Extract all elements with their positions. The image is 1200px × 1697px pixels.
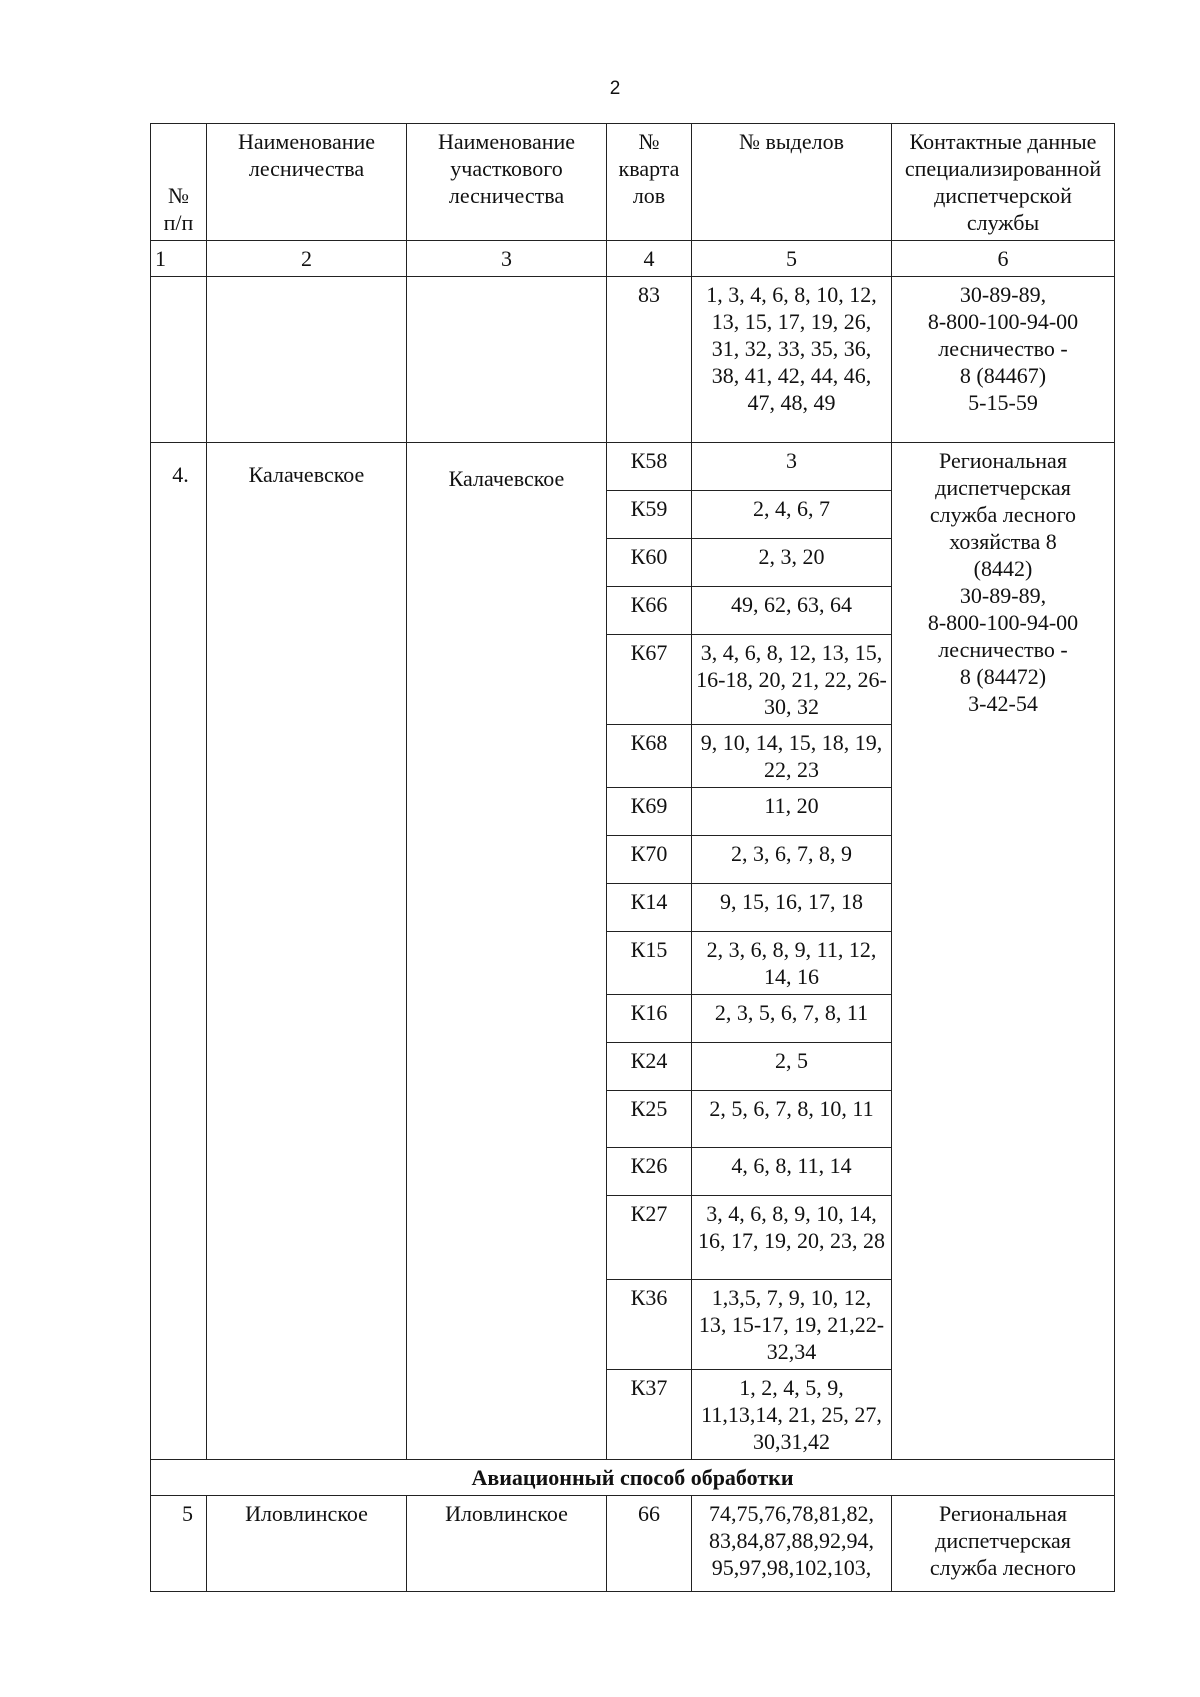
cell-quarter: К15 — [607, 932, 692, 995]
cell-forestry: Иловлинское — [207, 1496, 407, 1592]
cell-quarter: К58 — [607, 443, 692, 491]
cell-district: Калачевское — [407, 443, 607, 1460]
cell-num: 4. — [151, 443, 207, 1460]
column-number: 4 — [607, 241, 692, 277]
cell-quarter: К68 — [607, 725, 692, 788]
header-row — [151, 124, 1115, 241]
header-forestry: Наименование лесничества — [207, 124, 407, 241]
cell-forestry — [207, 277, 407, 443]
page-number: 2 — [609, 78, 621, 99]
cell-quarter: К60 — [607, 539, 692, 587]
cell-quarter: 66 — [607, 1496, 692, 1592]
table-row-kalach — [151, 443, 1115, 491]
header-num: № п/п — [151, 124, 207, 241]
cell-plots: 1, 2, 4, 5, 9, 11,13,14, 21, 25, 27, 30,31,42 — [692, 1370, 892, 1460]
cell-num: 5 — [151, 1496, 207, 1592]
cell-district — [407, 277, 607, 443]
header-contacts: Контактные данные специализированной диспетчерской службы — [892, 124, 1115, 241]
section-title: Авиационный способ обработки — [151, 1460, 1115, 1496]
column-number-row — [151, 241, 1115, 277]
column-number: 3 — [407, 241, 607, 277]
header-district: Наименование участкового лесничества — [407, 124, 607, 241]
cell-plots: 2, 5, 6, 7, 8, 10, 11 — [692, 1091, 892, 1148]
cell-plots: 74,75,76,78,81,82, 83,84,87,88,92,94, 95,97,98,102,103, — [692, 1496, 892, 1592]
column-number: 1 — [151, 241, 207, 277]
cell-quarter: К25 — [607, 1091, 692, 1148]
cell-num — [151, 277, 207, 443]
cell-plots: 49, 62, 63, 64 — [692, 587, 892, 635]
cell-quarter: К70 — [607, 836, 692, 884]
cell-district: Иловлинское — [407, 1496, 607, 1592]
cell-plots: 3 — [692, 443, 892, 491]
cell-plots: 2, 3, 6, 8, 9, 11, 12, 14, 16 — [692, 932, 892, 995]
forestry-table — [150, 123, 1115, 1592]
cell-contact: Региональная диспетчерская служба лесного хозяйства 8 (8442) 30-89-89, 8-800-100-94-00 лесничество - 8 (84472) 3-42-54 — [892, 443, 1115, 1460]
cell-quarter: К14 — [607, 884, 692, 932]
column-number: 5 — [692, 241, 892, 277]
cell-contact: Региональная диспетчерская служба лесного — [892, 1496, 1115, 1592]
cell-plots: 3, 4, 6, 8, 9, 10, 14, 16, 17, 19, 20, 23, 28 — [692, 1196, 892, 1280]
cell-quarter: 83 — [607, 277, 692, 443]
cell-plots: 9, 15, 16, 17, 18 — [692, 884, 892, 932]
cell-quarter: К16 — [607, 995, 692, 1043]
header-quarters: № кварта лов — [607, 124, 692, 241]
cell-plots: 1, 3, 4, 6, 8, 10, 12, 13, 15, 17, 19, 26, 31, 32, 33, 35, 36, 38, 41, 42, 44, 46, 47, 48, 49 — [692, 277, 892, 443]
cell-forestry: Калачевское — [207, 443, 407, 1460]
table-row-continuation — [151, 277, 1115, 443]
header-plots: № выделов — [692, 124, 892, 241]
cell-plots: 2, 5 — [692, 1043, 892, 1091]
table-row-ilovlya — [151, 1496, 1115, 1592]
cell-quarter: К67 — [607, 635, 692, 725]
cell-plots: 11, 20 — [692, 788, 892, 836]
cell-plots: 2, 4, 6, 7 — [692, 491, 892, 539]
cell-plots: 2, 3, 5, 6, 7, 8, 11 — [692, 995, 892, 1043]
column-number: 2 — [207, 241, 407, 277]
cell-quarter: К66 — [607, 587, 692, 635]
cell-plots: 9, 10, 14, 15, 18, 19, 22, 23 — [692, 725, 892, 788]
section-row — [151, 1460, 1115, 1496]
cell-quarter: К36 — [607, 1280, 692, 1370]
cell-plots: 4, 6, 8, 11, 14 — [692, 1148, 892, 1196]
cell-quarter: К69 — [607, 788, 692, 836]
cell-quarter: К37 — [607, 1370, 692, 1460]
cell-quarter: К59 — [607, 491, 692, 539]
cell-plots: 3, 4, 6, 8, 12, 13, 15, 16-18, 20, 21, 22, 26-30, 32 — [692, 635, 892, 725]
column-number: 6 — [892, 241, 1115, 277]
cell-contact: 30-89-89, 8-800-100-94-00 лесничество - 8 (84467) 5-15-59 — [892, 277, 1115, 443]
cell-quarter: К24 — [607, 1043, 692, 1091]
cell-plots: 2, 3, 6, 7, 8, 9 — [692, 836, 892, 884]
cell-plots: 1,3,5, 7, 9, 10, 12, 13, 15-17, 19, 21,22-32,34 — [692, 1280, 892, 1370]
cell-plots: 2, 3, 20 — [692, 539, 892, 587]
cell-quarter: К26 — [607, 1148, 692, 1196]
cell-quarter: К27 — [607, 1196, 692, 1280]
